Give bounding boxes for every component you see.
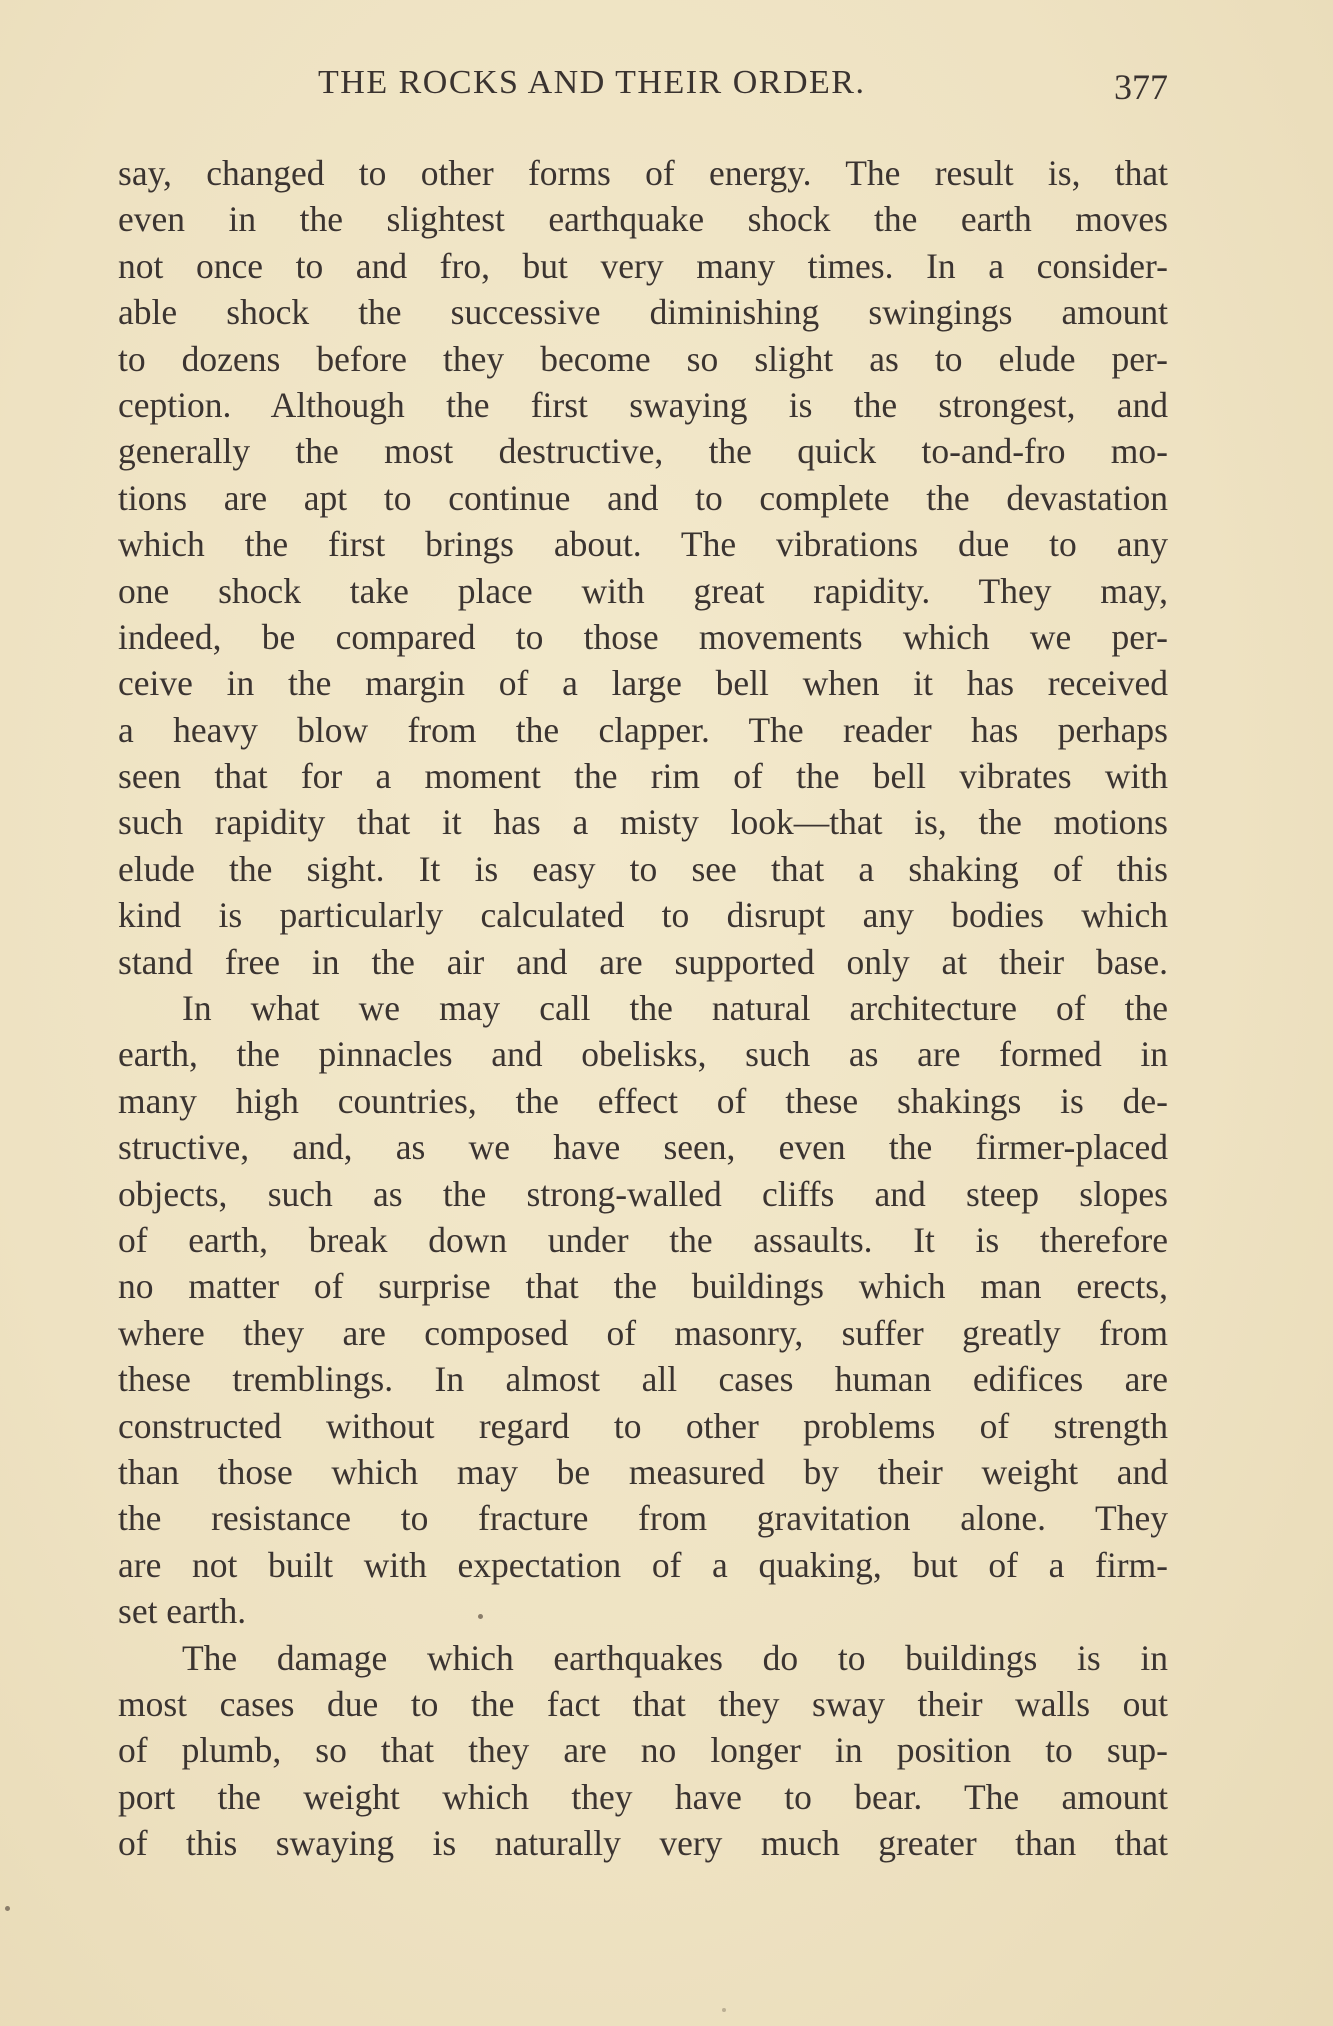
text-line: even in the slightest earthquake shock the earth moves (118, 199, 1168, 240)
page-header (118, 64, 1168, 114)
print-speck (5, 1906, 10, 1911)
print-speck (478, 1614, 483, 1619)
text-line: constructed without regard to other problems of strength (118, 1405, 1168, 1446)
text-line: one shock take place with great rapidity. They may, (118, 570, 1168, 611)
text-line: most cases due to the fact that they sway their walls out (118, 1683, 1168, 1724)
body-text (118, 150, 1168, 1866)
text-line: a heavy blow from the clapper. The reader has perhaps (118, 709, 1168, 750)
text-line: port the weight which they have to bear. The amount (118, 1776, 1168, 1817)
text-line: set earth. (118, 1591, 247, 1632)
text-line: not once to and fro, but very many times. In a consider- (118, 245, 1168, 286)
running-head: THE ROCKS AND THEIR ORDER. (318, 64, 866, 101)
text-line: generally the most destructive, the quick to-and-fro mo- (118, 431, 1168, 472)
text-line: kind is particularly calculated to disrupt any bodies which (118, 895, 1168, 936)
paragraph-3 (118, 1635, 1168, 1867)
text-line: of earth, break down under the assaults. It is therefore (118, 1219, 1168, 1260)
text-line: to dozens before they become so slight as to elude per- (118, 338, 1168, 379)
text-line: no matter of surprise that the buildings which man erects, (118, 1266, 1168, 1307)
text-line: the resistance to fracture from gravitation alone. They (118, 1498, 1168, 1539)
text-line: able shock the successive diminishing swingings amount (118, 292, 1168, 333)
text-line: stand free in the air and are supported only at their base. (118, 941, 1168, 982)
text-line: objects, such as the strong-walled cliffs and steep slopes (118, 1173, 1168, 1214)
text-line: elude the sight. It is easy to see that a shaking of this (118, 848, 1168, 889)
paragraph-2 (118, 985, 1168, 1634)
paragraph-1 (118, 150, 1168, 985)
text-line: are not built with expectation of a quaking, but of a firm- (118, 1544, 1168, 1585)
text-line: tions are apt to continue and to complete the devastation (118, 477, 1168, 518)
text-line: many high countries, the effect of these shakings is de- (118, 1080, 1168, 1121)
text-line: where they are composed of masonry, suffer greatly from (118, 1312, 1168, 1353)
text-line: structive, and, as we have seen, even the firmer-placed (118, 1127, 1168, 1168)
text-line: ceive in the margin of a large bell when it has received (118, 663, 1168, 704)
text-line: indeed, be compared to those movements which we per- (118, 616, 1168, 657)
text-line: these tremblings. In almost all cases human edifices are (118, 1359, 1168, 1400)
text-line: such rapidity that it has a misty look—that is, the motions (118, 802, 1168, 843)
text-line: seen that for a moment the rim of the bell vibrates with (118, 756, 1168, 797)
text-line: ception. Although the first swaying is the strongest, and (118, 384, 1168, 425)
text-line: say, changed to other forms of energy. The result is, that (118, 153, 1168, 193)
print-speck (722, 2008, 726, 2012)
text-line: which the first brings about. The vibrations due to any (118, 524, 1168, 565)
text-line: of this swaying is naturally very much greater than that (118, 1823, 1168, 1864)
text-line: The damage which earthquakes do to buildings is in (182, 1637, 1168, 1678)
text-line: In what we may call the natural architecture of the (182, 988, 1168, 1029)
page-number: 377 (1114, 67, 1168, 107)
text-line: than those which may be measured by their weight and (118, 1451, 1168, 1492)
text-line: of plumb, so that they are no longer in position to sup- (118, 1730, 1168, 1771)
text-line: earth, the pinnacles and obelisks, such as are formed in (118, 1034, 1168, 1075)
